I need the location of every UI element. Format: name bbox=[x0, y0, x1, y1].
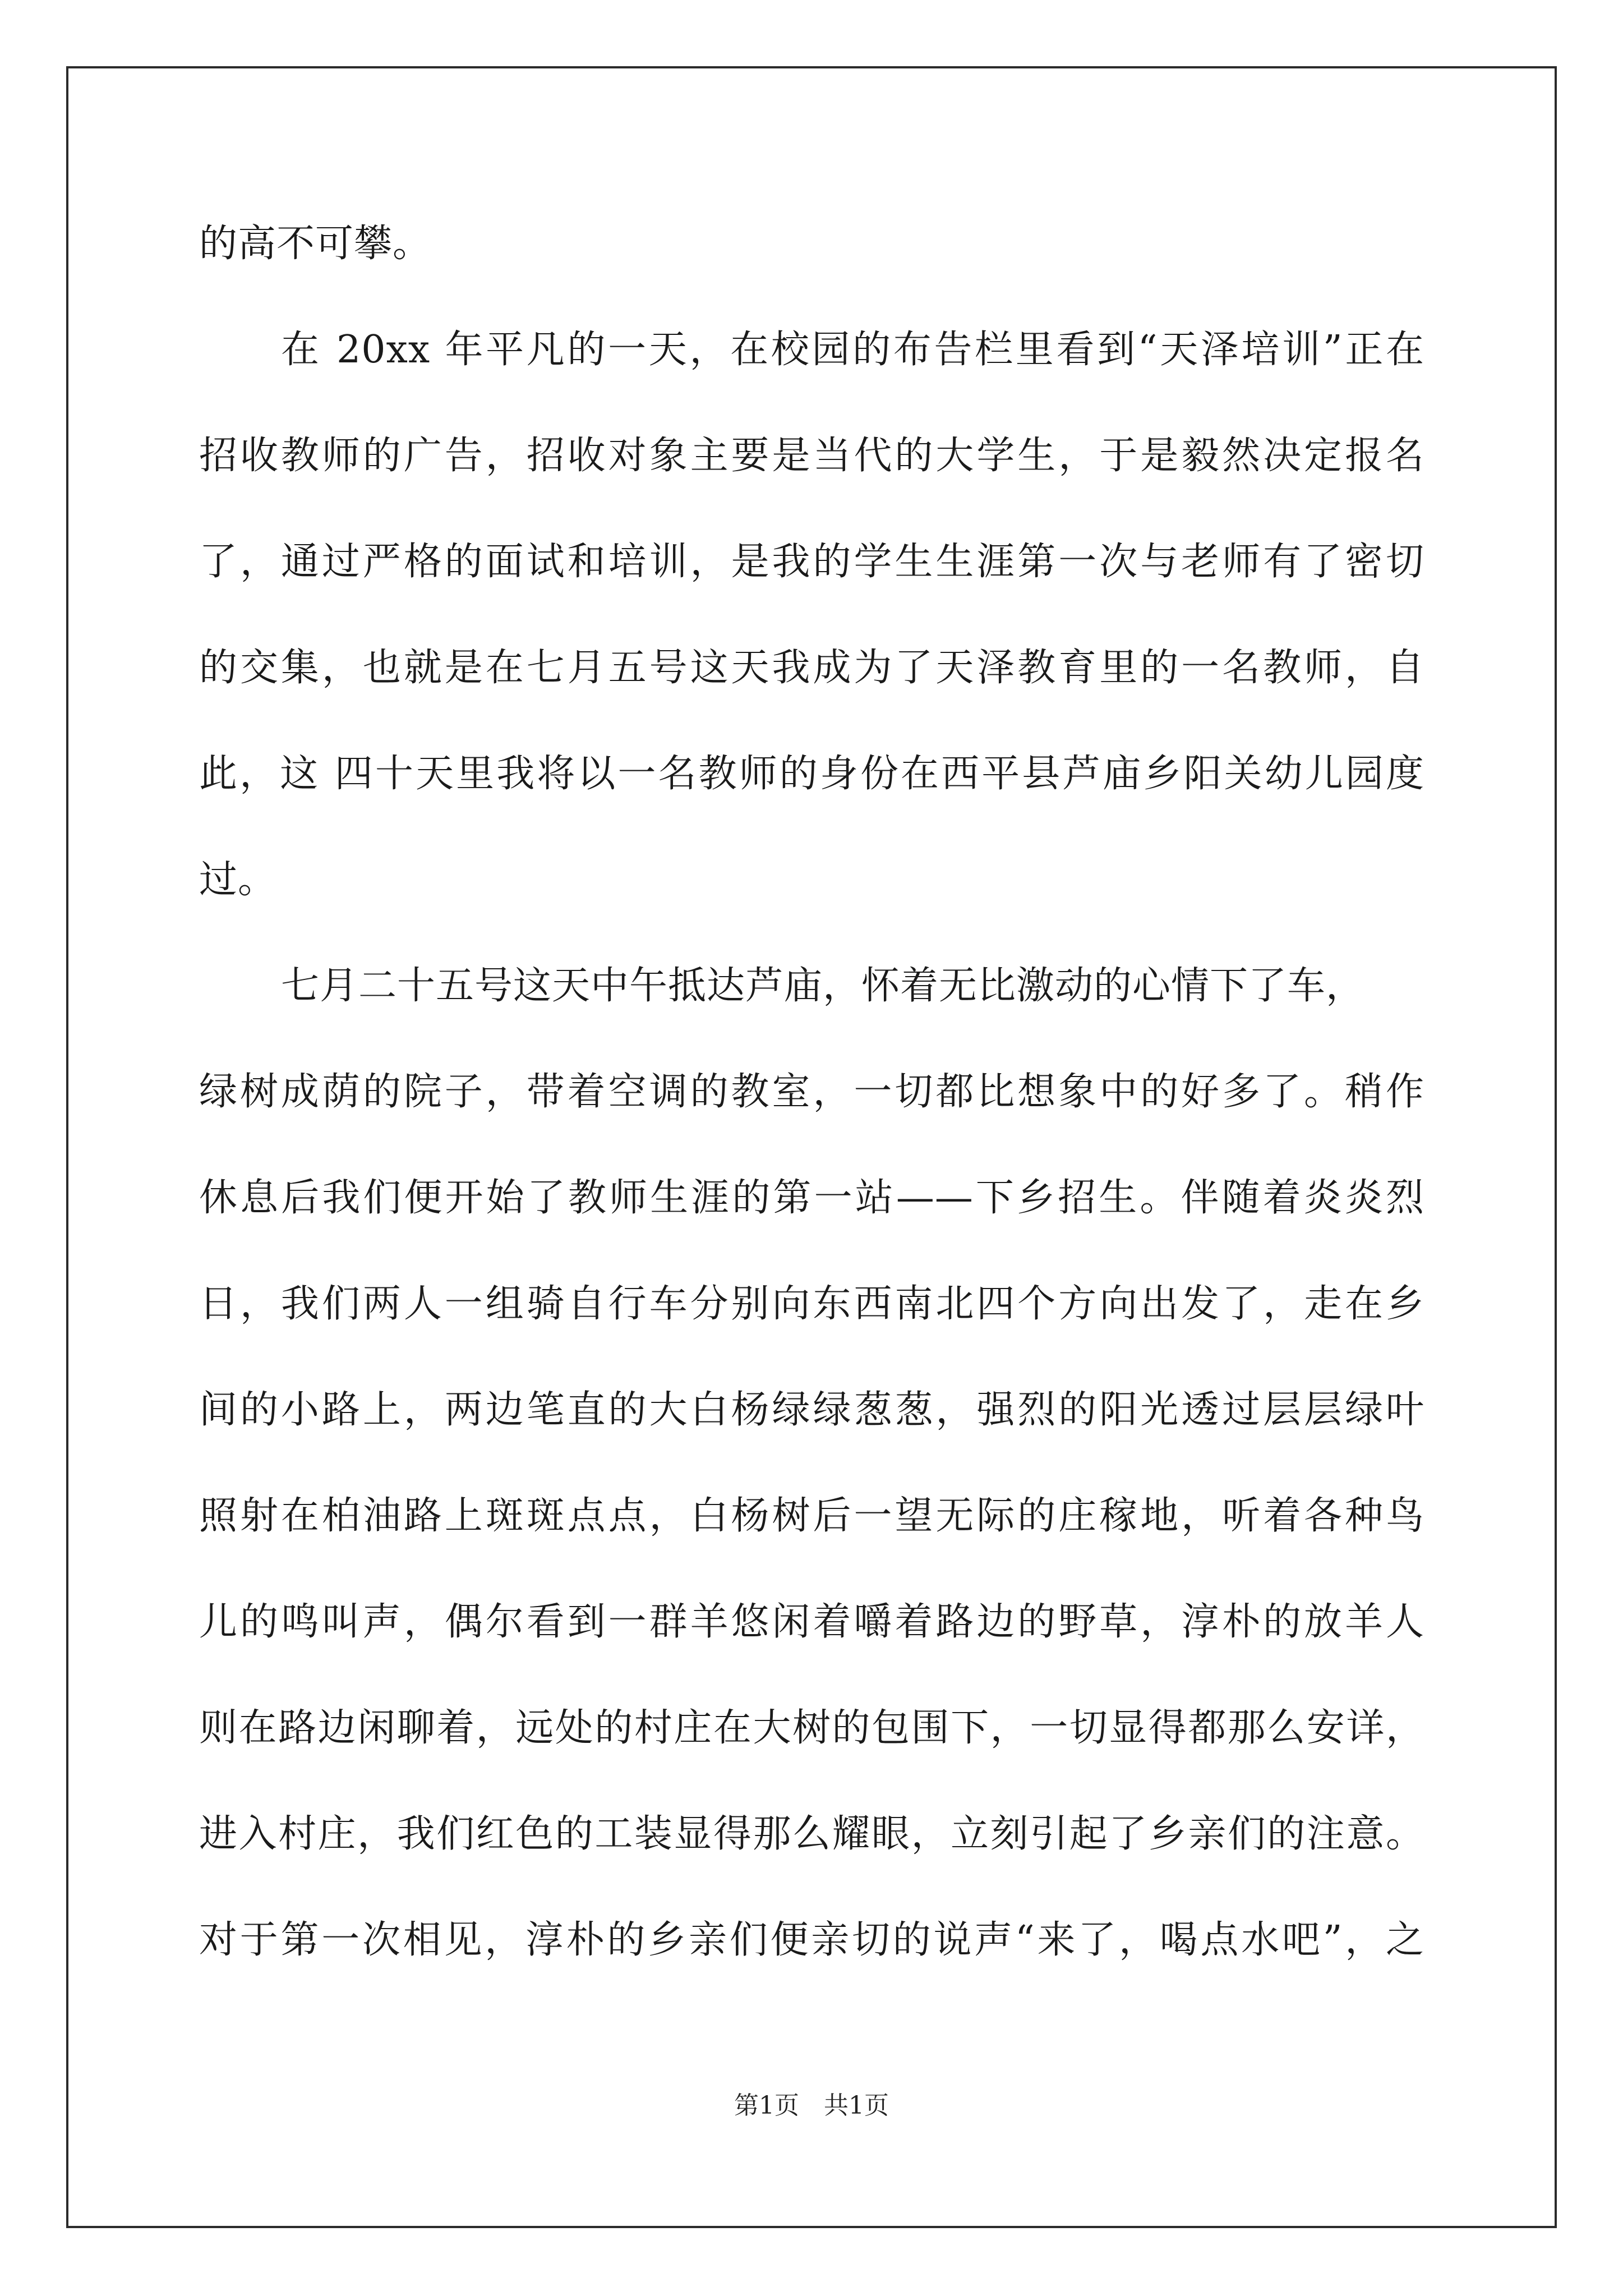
text-line: 进入村庄，我们红色的工装显得那么耀眼，立刻引起了乡亲们的注意。 bbox=[199, 1812, 1424, 1856]
text-line: 招收教师的广告，招收对象主要是当代的大学生，于是毅然决定报名 bbox=[199, 434, 1424, 478]
text-line: 照射在柏油路上斑斑点点，白杨树后一望无际的庄稼地，听着各种鸟 bbox=[199, 1494, 1424, 1538]
text-line: 对于第一次相见，淳朴的乡亲们便亲切的说声“来了，喝点水吧”，之 bbox=[199, 1918, 1424, 1962]
text-line: 则在路边闲聊着，远处的村庄在大树的包围下，一切显得都那么安详， bbox=[199, 1706, 1424, 1750]
text-line: 的高不可攀。 bbox=[199, 222, 432, 266]
text-line: 儿的鸣叫声，偶尔看到一群羊悠闲着嚼着路边的野草，淳朴的放羊人 bbox=[199, 1600, 1424, 1644]
text-line: 休息后我们便开始了教师生涯的第一站——下乡招生。伴随着炎炎烈 bbox=[199, 1176, 1424, 1220]
text-line: 的交集，也就是在七月五号这天我成为了天泽教育里的一名教师，自 bbox=[199, 646, 1424, 690]
text-line: 间的小路上，两边笔直的大白杨绿绿葱葱，强烈的阳光透过层层绿叶 bbox=[199, 1388, 1424, 1432]
page-footer bbox=[0, 2089, 1623, 2123]
document-body bbox=[199, 191, 1424, 1993]
text-line: 了，通过严格的面试和培训，是我的学生生涯第一次与老师有了密切 bbox=[199, 540, 1424, 584]
page-number-current: 第1页 bbox=[734, 2091, 799, 2120]
page-number-total: 共1页 bbox=[824, 2091, 889, 2120]
paragraph-start-line: 七月二十五号这天中午抵达芦庙，怀着无比激动的心情下了车， bbox=[281, 964, 1365, 1008]
text-line: 绿树成荫的院子，带着空调的教室，一切都比想象中的好多了。稍作 bbox=[199, 1070, 1424, 1114]
text-line: 过。 bbox=[199, 858, 277, 902]
text-line: 此，这 四十天里我将以一名教师的身份在西平县芦庙乡阳关幼儿园度 bbox=[199, 752, 1424, 796]
paragraph-start-line: 在 20xx 年平凡的一天，在校园的布告栏里看到“天泽培训”正在 bbox=[281, 328, 1424, 372]
text-line: 日，我们两人一组骑自行车分别向东西南北四个方向出发了，走在乡 bbox=[199, 1282, 1424, 1326]
